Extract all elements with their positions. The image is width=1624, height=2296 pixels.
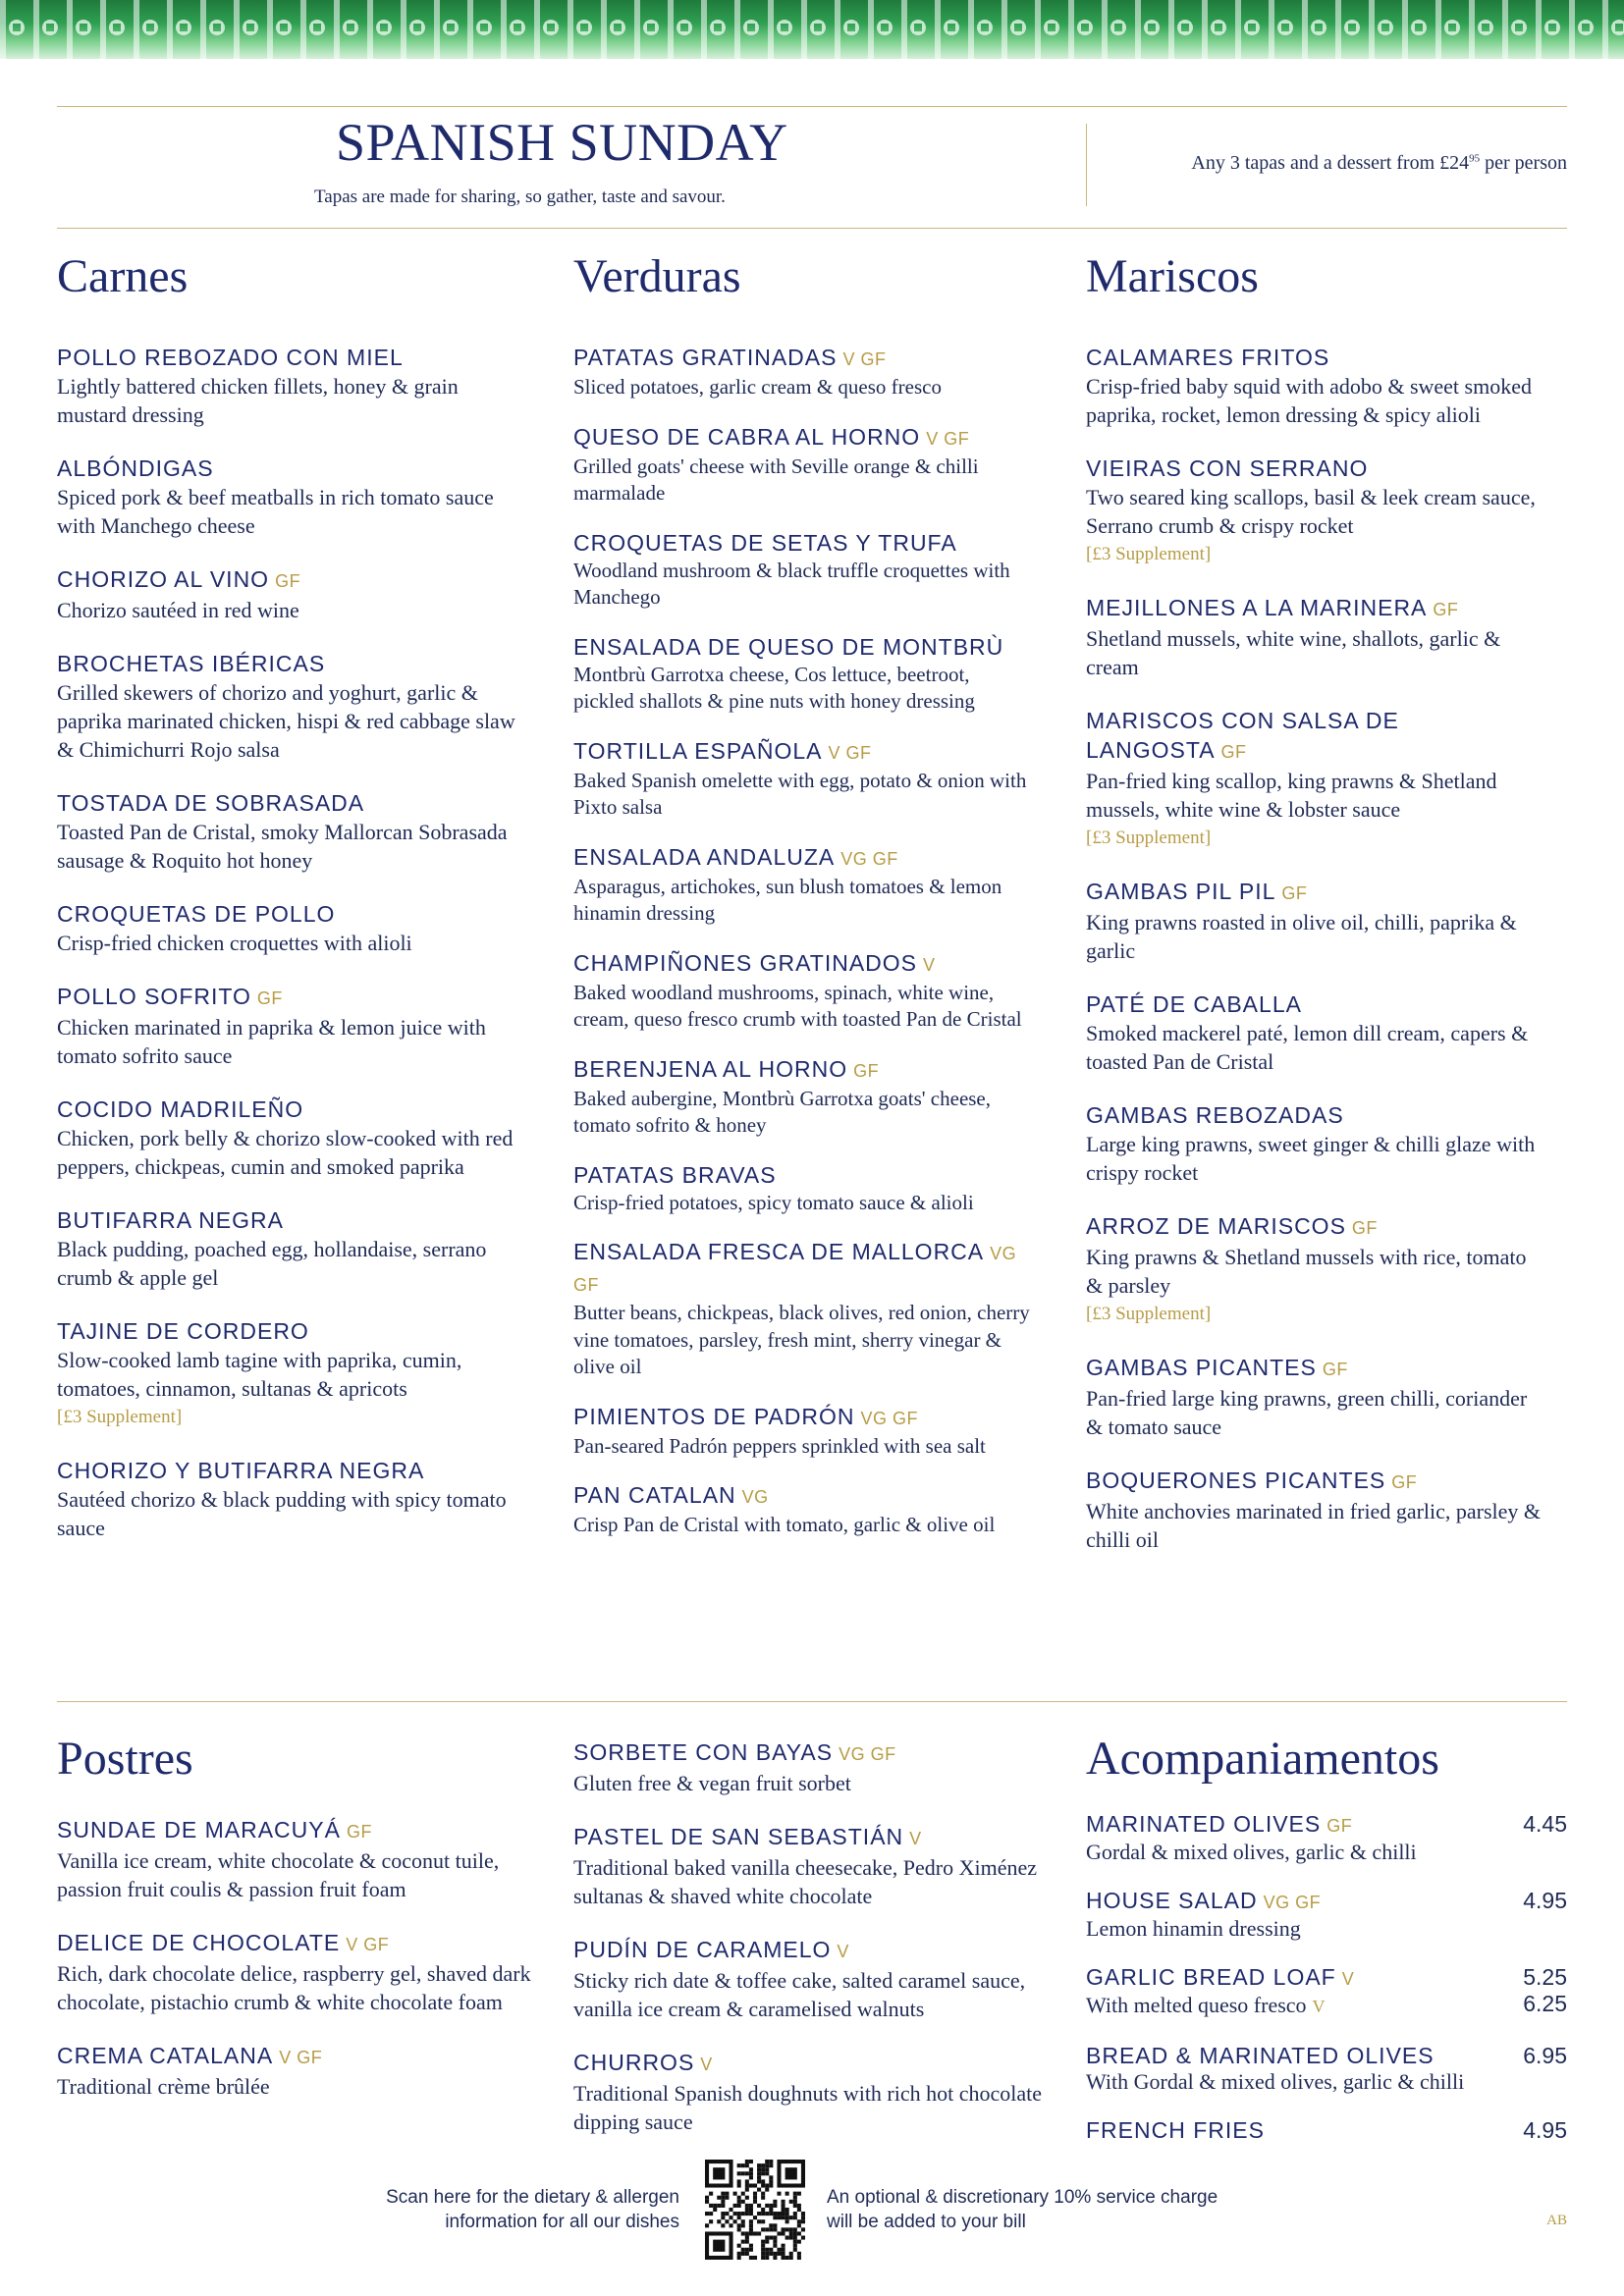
menu-item [57,1456,518,1542]
menu-item [573,528,1035,612]
supplement-note: [£3 Supplement] [1086,828,1212,848]
item-name-row [57,899,518,929]
price-column [1523,1811,1567,1864]
section-title-verduras: Verduras [573,250,741,302]
menu-item [573,343,1035,401]
item-name: MEJILLONES A LA MARINERA [1086,595,1428,620]
pattern-border-icon [0,10,1624,49]
item-description: Grilled skewers of chorizo and yoghurt, garlic & paprika marinated chicken, hispi & red cabbage slaw & Chimichurri Rojo salsa [57,680,515,762]
item-name: GAMBAS REBOZADAS [1086,1102,1344,1128]
dietary-tags: V [1312,1997,1326,2016]
item-name-row [57,1815,548,1846]
item-name: ALBÓNDIGAS [57,455,214,481]
item-name-row [573,736,1035,768]
item-name: ENSALADA FRESCA DE MALLORCA [573,1239,985,1264]
item-name-row [573,1402,1035,1433]
item-name: CHORIZO AL VINO [57,566,270,592]
price: 4.95 [1523,1888,1567,1913]
menu-item [57,454,518,540]
item-description: Traditional Spanish doughnuts with rich hot chocolate dipping sauce [573,2081,1043,2134]
menu-item [57,1095,518,1181]
price-column [1523,1964,1567,2019]
menu-item [573,1160,1035,1217]
item-name: QUESO DE CABRA AL HORNO [573,423,921,450]
dietary-tags: V [923,954,936,975]
mariscos-section [1086,249,1547,1578]
item-description: Asparagus, artichokes, sun blush tomatoes & lemon hinamin dressing [573,874,1002,925]
item-name-row [57,564,518,596]
item-description: Baked woodland mushrooms, spinach, white wine, cream, queso fresco crumb with toasted Pan de Cristal [573,980,1022,1031]
item-description: White anchovies marinated in fried garlic, parsley & chilli oil [1086,1499,1542,1552]
item-name-row [57,1316,518,1346]
menu-item [573,1480,1035,1539]
item-name-row [57,788,518,818]
offer-pence: 95 [1469,152,1481,165]
dietary-tags: V GF [926,428,970,449]
item-name-row [1086,454,1547,483]
mariscos-list [1086,343,1547,1554]
dietary-tags: GF [853,1060,880,1081]
item-name: POLLO SOFRITO [57,984,251,1009]
item-name-row [1086,1888,1321,1916]
dietary-tags: V [700,2055,713,2074]
item-name-row [1086,1353,1547,1384]
side-item-text [1086,2043,1464,2094]
item-description: Sautéed chorizo & black pudding with spicy tomato sauce [57,1487,507,1540]
item-name-row [57,454,518,483]
item-name-row [1086,343,1547,372]
item-description: Two seared king scallops, basil & leek cream sauce, Serrano crumb & crispy rocket [1086,485,1536,538]
item-name: DELICE DE CHOCOLATE [57,1930,341,1955]
menu-item [57,1928,548,2016]
item-name-row [1086,2043,1464,2069]
item-name-row [573,2048,1045,2079]
item-name: BROCHETAS IBÉRICAS [57,651,326,676]
item-name-row [57,1928,548,1959]
acompaniamentos-section [1086,1732,1567,2167]
page-title: SPANISH SUNDAY [336,113,788,172]
item-description [1086,2069,1464,2094]
section-title-postres: Postres [57,1733,193,1785]
item-name: BREAD & MARINATED OLIVES [1086,2043,1435,2068]
qr-code-icon[interactable] [705,2160,805,2260]
dietary-tags: V GF [842,349,887,369]
item-description: Baked aubergine, Montbrù Garrotxa goats' cheese, tomato sofrito & honey [573,1086,992,1137]
postres-right-section [573,1737,1045,2161]
item-name: PASTEL DE SAN SEBASTIÁN [573,1824,904,1849]
item-name: TOSTADA DE SOBRASADA [57,790,365,816]
supplement-note: [£3 Supplement] [1086,1304,1212,1324]
item-description: Woodland mushroom & black truffle croquettes with Manchego [573,558,1010,609]
item-name: GAMBAS PICANTES [1086,1355,1317,1380]
item-description: Spiced pork & beef meatballs in rich tomato sauce with Manchego cheese [57,485,494,538]
item-description: Crisp-fried chicken croquettes with alioli [57,931,412,955]
item-name: PATATAS BRAVAS [573,1161,777,1188]
item-description: Grilled goats' cheese with Seville orange & chilli marmalade [573,454,979,505]
item-description: Shetland mussels, white wine, shallots, garlic & cream [1086,626,1501,679]
menu-item [1086,343,1547,429]
item-name: TORTILLA ESPAÑOLA [573,737,823,764]
dietary-tags: GF [1220,742,1247,762]
item-description: Crisp-fried potatoes, spicy tomato sauce & alioli [573,1190,974,1214]
side-item [1086,1811,1567,1864]
side-item-text [1086,1964,1354,2019]
item-description: Rich, dark chocolate delice, raspberry gel, shaved dark chocolate, pistachio crumb & white chocolate foam [57,1961,531,2014]
item-name-row [573,1480,1035,1512]
menu-item [1086,1466,1547,1554]
item-name-row [573,422,1035,454]
acompaniamentos-list [1086,1811,1567,2144]
item-description-text: With Gordal & mixed olives, garlic & chilli [1086,2069,1465,2094]
menu-item [57,788,518,875]
item-name-row [573,1237,1035,1300]
item-name: VIEIRAS CON SERRANO [1086,455,1369,481]
item-name: BUTIFARRA NEGRA [57,1207,284,1233]
header-top-rule [57,106,1567,107]
price: 6.95 [1523,2043,1567,2068]
section-divider [57,1701,1567,1702]
item-name: GARLIC BREAD LOAF [1086,1964,1336,1990]
item-name: CHURROS [573,2050,695,2075]
item-name-row [573,842,1035,874]
item-name: ARROZ DE MARISCOS [1086,1213,1346,1239]
supplement-note: [£3 Supplement] [1086,544,1212,564]
menu-item [573,1822,1045,1910]
item-description: Crisp-fried baby squid with adobo & sweet smoked paprika, rocket, lemon dressing & spicy alioli [1086,374,1532,427]
header-bottom-rule [57,228,1567,229]
menu-item [573,736,1035,822]
verduras-list [573,343,1035,1539]
side-item-text [1086,1811,1417,1864]
decorative-top-border [0,0,1624,59]
price: 4.45 [1523,1811,1567,1837]
item-description: Chorizo sautéed in red wine [57,598,299,622]
item-name-row [57,1205,518,1235]
item-description: Black pudding, poached egg, hollandaise, serrano crumb & apple gel [57,1237,487,1290]
item-name-row [57,1095,518,1124]
supplement-note: [£3 Supplement] [57,1407,183,1427]
item-description-text: Lemon hinamin dressing [1086,1916,1301,1941]
postres-right-list [573,1737,1045,2136]
menu-item [1086,989,1547,1076]
price: 4.95 [1523,2117,1567,2143]
item-name-row [1086,706,1547,767]
dietary-tags: GF [1326,1816,1353,1836]
item-name: TAJINE DE CORDERO [57,1318,309,1344]
item-name: SORBETE CON BAYAS [573,1739,834,1765]
item-description: Baked Spanish omelette with egg, potato & onion with Pixto salsa [573,768,1027,819]
menu-item [573,1237,1035,1381]
side-item [1086,2043,1567,2094]
menu-item [57,899,518,957]
item-name: CREMA CATALANA [57,2043,274,2068]
item-description-text: With melted queso fresco [1086,1993,1307,2017]
item-description: Large king prawns, sweet ginger & chilli glaze with crispy rocket [1086,1132,1536,1185]
item-name: CHAMPIÑONES GRATINADOS [573,949,917,976]
item-name-row [57,1456,518,1485]
item-name-row [1086,1100,1547,1130]
offer-text [1191,152,1567,175]
menu-item [573,842,1035,928]
item-description: Chicken, pork belly & chorizo slow-cooked with red peppers, chickpeas, cumin and smoked paprika [57,1126,514,1179]
item-name-row [573,1935,1045,1966]
side-item-text [1086,1888,1321,1941]
item-name: BOQUERONES PICANTES [1086,1468,1386,1493]
menu-item [573,1935,1045,2023]
menu-item [573,1737,1045,1797]
item-description: Gluten free & vegan fruit sorbet [573,1771,851,1795]
item-name-row [1086,2117,1265,2144]
menu-item [57,1205,518,1292]
menu-item [57,1316,518,1431]
postres-section [57,1732,548,2125]
side-item [1086,1888,1567,1941]
menu-item [573,422,1035,507]
item-name-row [573,1054,1035,1086]
dietary-tags: VG GF [1263,1893,1322,1912]
menu-code: AB [1546,2213,1567,2228]
dietary-tags: GF [1322,1360,1348,1379]
carnes-list [57,343,518,1542]
item-description: Traditional crème brûlée [57,2074,270,2099]
menu-item [573,1054,1035,1140]
menu-item [1086,877,1547,965]
item-description: King prawns roasted in olive oil, chilli, paprika & garlic [1086,910,1517,963]
item-name: ENSALADA DE QUESO DE MONTBRÙ [573,633,1004,660]
item-name: BERENJENA AL HORNO [573,1055,848,1082]
item-name: CALAMARES FRITOS [1086,345,1330,370]
dietary-tags: GF [275,571,301,591]
item-name: CROQUETAS DE POLLO [57,901,336,927]
item-name: CHORIZO Y BUTIFARRA NEGRA [57,1458,425,1483]
item-name-row [1086,877,1547,908]
allergen-info-text: Scan here for the dietary & allergen information for all our dishes [386,2187,679,2232]
item-name-row [1086,1211,1547,1243]
item-name-row [57,982,518,1013]
item-description [1086,1916,1321,1941]
item-description: Slow-cooked lamb tagine with paprika, cumin, tomatoes, cinnamon, sultanas & apricots [57,1348,462,1401]
menu-item [573,1402,1035,1461]
price-column [1523,1888,1567,1941]
dietary-tags: V [1341,1969,1355,1989]
menu-item [1086,593,1547,681]
verduras-section [573,249,1035,1560]
header-divider [1086,124,1087,206]
price-column [1523,2043,1567,2094]
item-name: POLLO REBOZADO CON MIEL [57,345,404,370]
item-name: GAMBAS PIL PIL [1086,879,1276,904]
item-description: Toasted Pan de Cristal, smoky Mallorcan Sobrasada sausage & Roquito hot honey [57,820,508,873]
item-name: ENSALADA ANDALUZA [573,843,836,870]
item-name-row [57,343,518,372]
item-name: PAN CATALAN [573,1482,736,1508]
dietary-tags: GF [346,1822,372,1842]
page-subtitle: Tapas are made for sharing, so gather, taste and savour. [314,187,726,207]
menu-item [57,343,518,429]
menu-item [57,982,518,1070]
price-column [1523,2117,1567,2144]
item-name: FRENCH FRIES [1086,2117,1265,2143]
price: 5.25 [1523,1964,1567,1990]
item-name-row [57,2041,548,2072]
postres-left-list [57,1815,548,2101]
service-charge-text: An optional & discretionary 10% service charge will be added to your bill [827,2187,1218,2232]
menu-item [1086,1353,1547,1441]
item-description-text: Gordal & mixed olives, garlic & chilli [1086,1840,1417,1864]
section-title-carnes: Carnes [57,250,189,302]
menu-item [573,2048,1045,2136]
dietary-tags: VG GF [860,1408,919,1428]
item-description: Pan-fried king scallop, king prawns & Shetland mussels, white wine & lobster sauce [1086,769,1497,822]
section-title-acompaniamentos: Acompaniamentos [1086,1733,1439,1785]
menu-item [57,564,518,624]
item-name-row [1086,1466,1547,1497]
item-description: Lightly battered chicken fillets, honey & grain mustard dressing [57,374,459,427]
item-name-row [573,948,1035,980]
side-item-text [1086,2117,1265,2144]
menu-item [1086,706,1547,852]
item-name-row [573,1822,1045,1853]
offer-prefix: Any 3 tapas and a dessert from £24 [1191,152,1470,174]
menu-item [1086,1211,1547,1328]
carnes-section [57,249,518,1567]
side-item [1086,1964,1567,2019]
dietary-tags: VG GF [839,1744,896,1764]
item-name-row [573,528,1035,558]
item-name: MARINATED OLIVES [1086,1811,1322,1837]
section-title-mariscos: Mariscos [1086,250,1259,302]
menu-item [57,1815,548,1903]
item-description [1086,1993,1354,2019]
dietary-tags: V [837,1942,849,1961]
menu-item [573,632,1035,716]
menu-item [57,2041,548,2101]
item-description: Pan-seared Padrón peppers sprinkled with sea salt [573,1433,986,1458]
dietary-tags: V GF [279,2048,323,2067]
offer-suffix: per person [1480,152,1567,174]
item-description: King prawns & Shetland mussels with rice, tomato & parsley [1086,1245,1527,1298]
item-description: Pan-fried large king prawns, green chilli, coriander & tomato sauce [1086,1386,1528,1439]
item-name-row [573,632,1035,662]
item-name: PIMIENTOS DE PADRÓN [573,1403,855,1429]
dietary-tags: GF [1433,600,1459,619]
dietary-tags: GF [1391,1472,1418,1492]
dietary-tags: VG GF [573,1244,1017,1295]
dietary-tags: V GF [346,1935,390,1954]
dietary-tags: V GF [828,742,872,763]
item-description: Crisp Pan de Cristal with tomato, garlic & olive oil [573,1513,996,1536]
item-name: CROQUETAS DE SETAS Y TRUFA [573,529,957,556]
menu-item [1086,454,1547,568]
item-description: Chicken marinated in paprika & lemon juice with tomato sofrito sauce [57,1015,486,1068]
dietary-tags: VG [741,1487,769,1507]
dietary-tags: GF [1351,1218,1378,1238]
item-name-row [1086,989,1547,1019]
item-name-row [1086,593,1547,624]
dietary-tags: VG GF [840,848,898,869]
item-name-row [1086,1964,1354,1993]
dietary-tags: GF [256,988,283,1008]
item-name-row [573,343,1035,374]
item-description: Montbrù Garrotxa cheese, Cos lettuce, beetroot, pickled shallots & pine nuts with honey dressing [573,662,975,713]
item-description: Vanilla ice cream, white chocolate & coconut tuile, passion fruit coulis & passion fruit foam [57,1848,500,1901]
item-description: Sticky rich date & toffee cake, salted caramel sauce, vanilla ice cream & caramelised walnuts [573,1968,1026,2021]
price: 6.25 [1523,1991,1567,2016]
item-description: Traditional baked vanilla cheesecake, Pedro Ximénez sultanas & shaved white chocolate [573,1855,1038,1908]
item-name: COCIDO MADRILEÑO [57,1096,304,1122]
item-name: HOUSE SALAD [1086,1888,1258,1913]
side-item [1086,2117,1567,2144]
dietary-tags: V [909,1829,922,1848]
item-description: Butter beans, chickpeas, black olives, red onion, cherry vine tomatoes, parsley, fresh mint, sherry vinegar & olive oil [573,1301,1030,1378]
item-name: PATÉ DE CABALLA [1086,991,1302,1017]
menu-item [57,649,518,764]
menu-item [573,948,1035,1034]
item-name: PATATAS GRATINADAS [573,345,838,370]
item-description: Smoked mackerel paté, lemon dill cream, capers & toasted Pan de Cristal [1086,1021,1529,1074]
item-name-row [1086,1811,1417,1840]
item-description: Sliced potatoes, garlic cream & queso fresco [573,375,942,399]
item-name: PUDÍN DE CARAMELO [573,1937,832,1962]
item-name-row [573,1737,1045,1769]
menu-item [1086,1100,1547,1187]
item-name: SUNDAE DE MARACUYÁ [57,1817,341,1842]
item-description [1086,1840,1417,1864]
item-name-row [57,649,518,678]
item-name-row [573,1160,1035,1190]
dietary-tags: GF [1281,883,1308,903]
item-name: MARISCOS CON SALSA DE LANGOSTA [1086,708,1399,763]
